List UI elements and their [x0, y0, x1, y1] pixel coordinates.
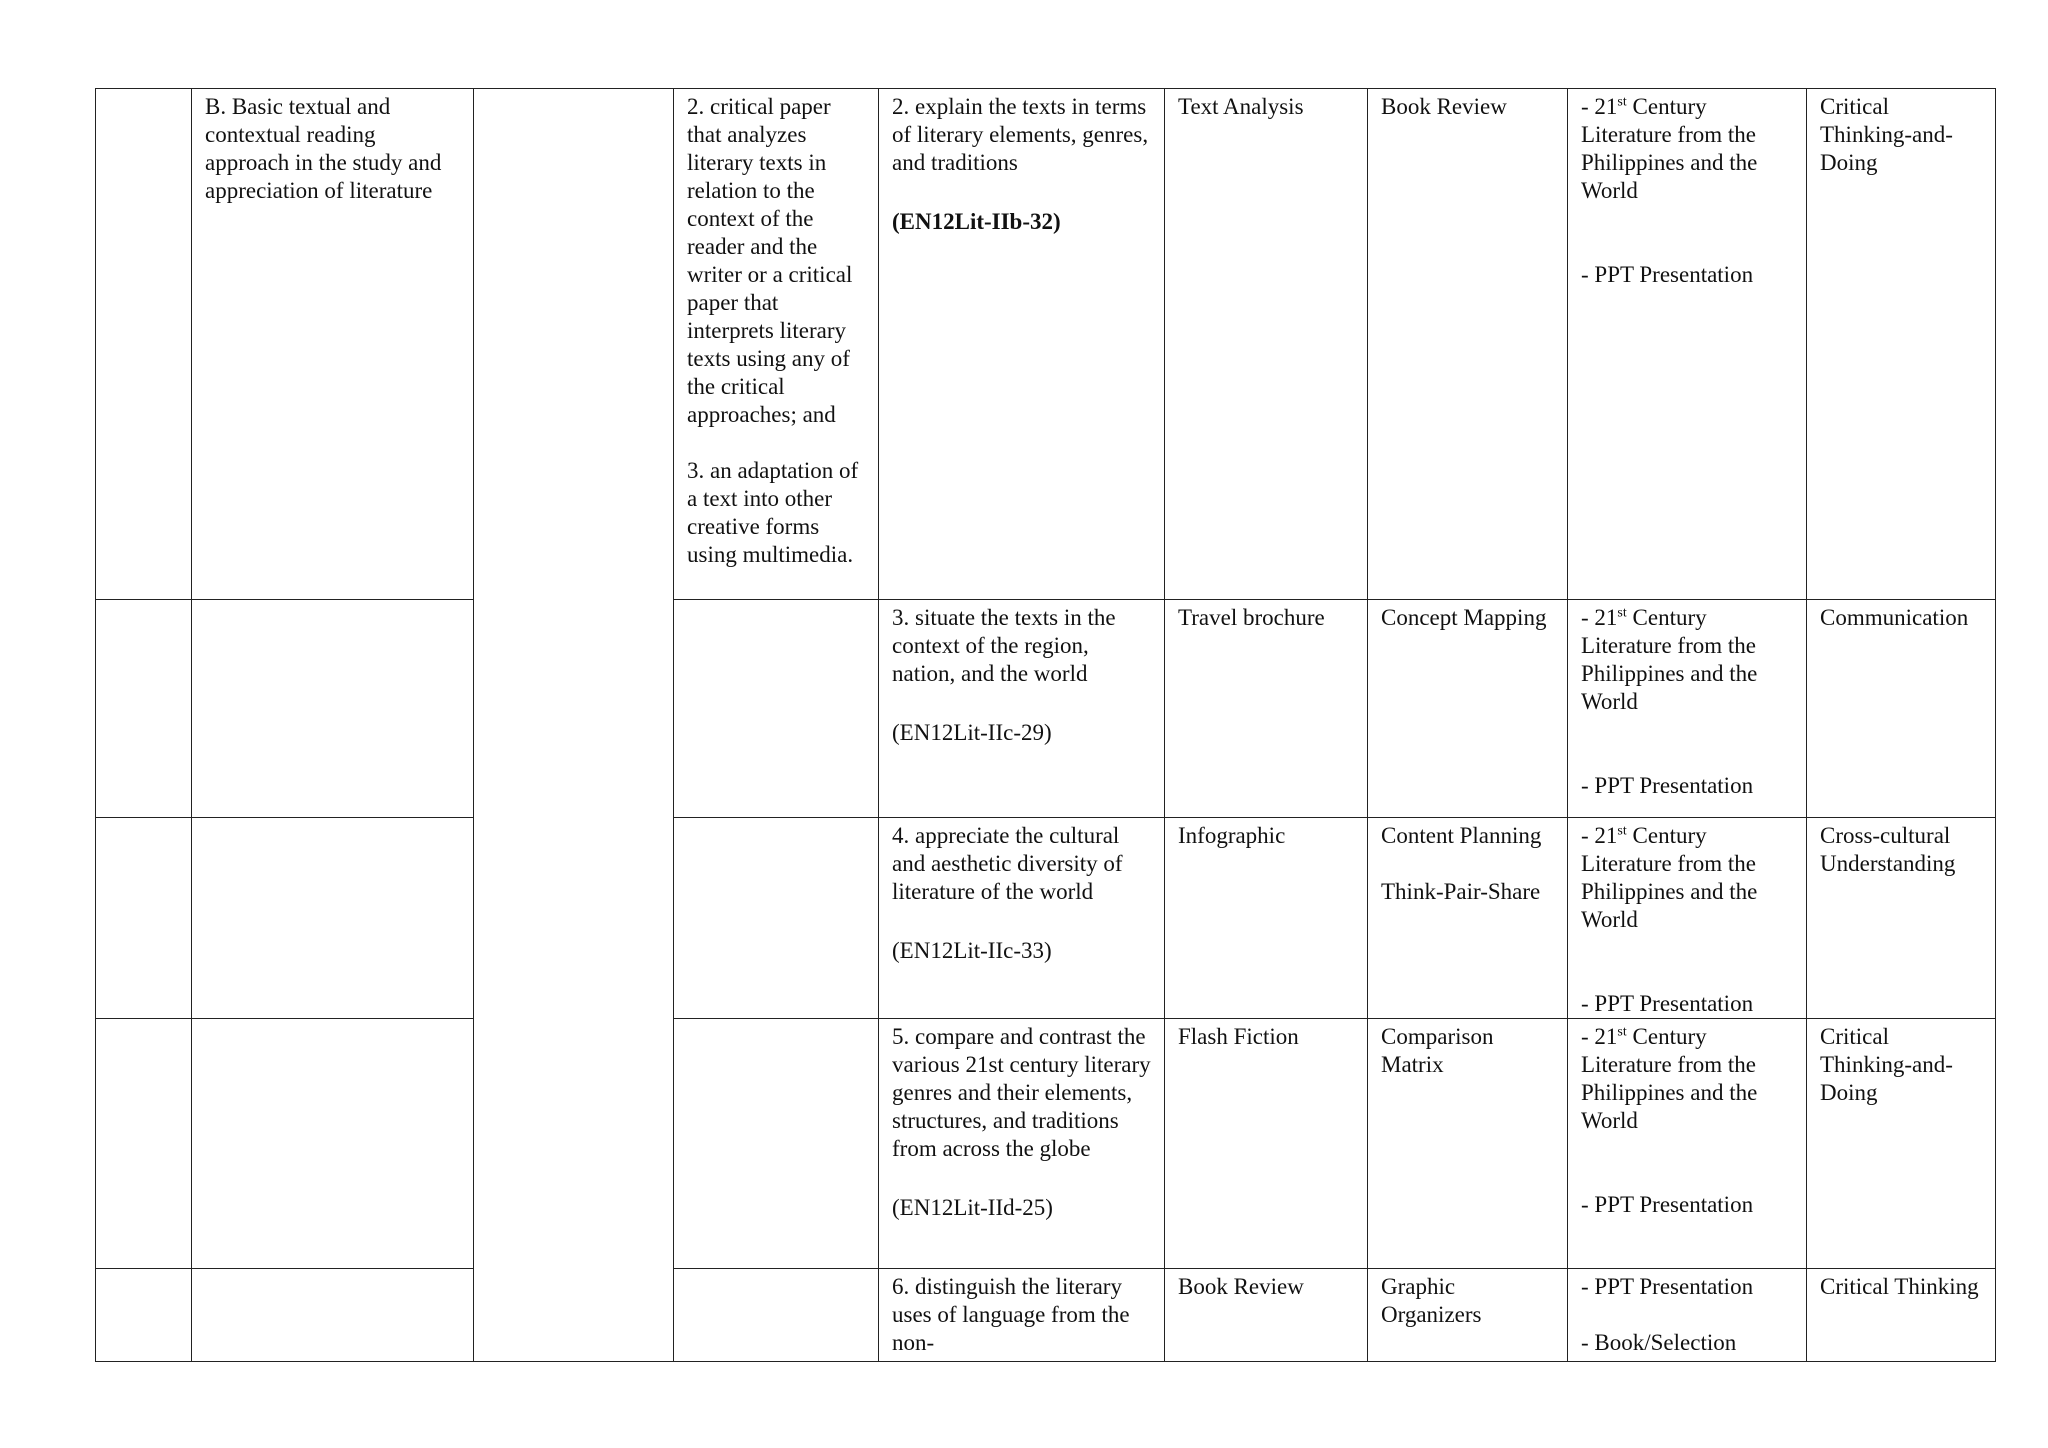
resource-book: - 21st Century Literature from the Philippines and the World [1581, 1024, 1758, 1133]
assessment-cell [1165, 89, 1368, 600]
resources-cell [1568, 818, 1807, 1019]
activity-text: Content Planning [1381, 823, 1542, 848]
performance-standard-cell [674, 1019, 879, 1269]
core-value-text: Communication [1820, 605, 1969, 630]
performance-item-3: 3. an adaptation of a text into other creative forms using multimedia. [687, 458, 859, 567]
resource-ppt: - PPT Presentation [1581, 1192, 1754, 1217]
quarter-cell [96, 818, 192, 1019]
competency-text: 5. compare and contrast the various 21st century literary genres and their elements, structures, and traditions from across the globe [892, 1024, 1151, 1161]
table-row [96, 600, 1996, 818]
competency-cell [879, 1269, 1165, 1362]
competency-code: (EN12Lit-IIb-32) [892, 209, 1061, 234]
performance-standard-cell [674, 89, 879, 600]
content-cell [192, 818, 474, 1019]
competency-cell [879, 89, 1165, 600]
resource-ppt: - PPT Presentation [1581, 991, 1754, 1016]
content-cell [192, 89, 474, 600]
assessment-text: Book Review [1178, 1274, 1304, 1299]
competency-code: (EN12Lit-IIc-33) [892, 938, 1052, 963]
assessment-cell [1165, 1019, 1368, 1269]
core-value-text: Critical Thinking-and-Doing [1820, 94, 1953, 175]
activity-text: Graphic Organizers [1381, 1274, 1482, 1327]
resource-ppt: - PPT Presentation [1581, 1274, 1754, 1299]
quarter-cell [96, 600, 192, 818]
resource-book: - 21st Century Literature from the Philippines and the World [1581, 94, 1758, 203]
content-cell [192, 600, 474, 818]
curriculum-table [95, 88, 1996, 1362]
quarter-cell [96, 89, 192, 600]
content-standard-cell [474, 89, 674, 1362]
content-cell [192, 1019, 474, 1269]
activity-text: Book Review [1381, 94, 1507, 119]
resources-cell [1568, 89, 1807, 600]
table-row [96, 1269, 1996, 1362]
activity-cell [1368, 1269, 1568, 1362]
resources-cell [1568, 1019, 1807, 1269]
performance-standard-cell [674, 818, 879, 1019]
assessment-text: Travel brochure [1178, 605, 1325, 630]
resource-ppt: - PPT Presentation [1581, 773, 1754, 798]
core-value-text: Critical Thinking [1820, 1274, 1979, 1299]
competency-cell [879, 1019, 1165, 1269]
assessment-text: Text Analysis [1178, 94, 1304, 119]
content-text: B. Basic textual and contextual reading approach in the study and appreciation of literature [205, 94, 442, 203]
resources-cell [1568, 600, 1807, 818]
activity-cell [1368, 1019, 1568, 1269]
table-row [96, 89, 1996, 600]
competency-text: 3. situate the texts in the context of the region, nation, and the world [892, 605, 1116, 686]
core-value-cell [1807, 89, 1996, 600]
activity-cell [1368, 89, 1568, 600]
activity-text: Comparison Matrix [1381, 1024, 1494, 1077]
resource-book-selection: - Book/Selection [1581, 1330, 1737, 1355]
core-value-cell [1807, 600, 1996, 818]
performance-item-2: 2. critical paper that analyzes literary texts in relation to the context of the reader and the writer or a critical paper that interprets literary texts using any of the critical approaches; and [687, 94, 853, 427]
competency-cell [879, 600, 1165, 818]
table-row [96, 818, 1996, 1019]
activity-text-2: Think-Pair-Share [1381, 879, 1541, 904]
content-cell [192, 1269, 474, 1362]
activity-cell [1368, 818, 1568, 1019]
competency-code: (EN12Lit-IId-25) [892, 1195, 1053, 1220]
table-row [96, 1019, 1996, 1269]
assessment-cell [1165, 600, 1368, 818]
competency-text: 4. appreciate the cultural and aesthetic diversity of literature of the world [892, 823, 1123, 904]
assessment-text: Infographic [1178, 823, 1286, 848]
core-value-text: Cross-cultural Understanding [1820, 823, 1956, 876]
core-value-cell [1807, 818, 1996, 1019]
activity-cell [1368, 600, 1568, 818]
resource-ppt: - PPT Presentation [1581, 262, 1754, 287]
competency-code: (EN12Lit-IIc-29) [892, 720, 1052, 745]
resource-book: - 21st Century Literature from the Philippines and the World [1581, 823, 1758, 932]
competency-cell [879, 818, 1165, 1019]
resource-book: - 21st Century Literature from the Philippines and the World [1581, 605, 1758, 714]
core-value-text: Critical Thinking-and-Doing [1820, 1024, 1953, 1105]
resources-cell [1568, 1269, 1807, 1362]
competency-text: 2. explain the texts in terms of literary elements, genres, and traditions [892, 94, 1149, 175]
performance-standard-cell [674, 600, 879, 818]
quarter-cell [96, 1019, 192, 1269]
assessment-cell [1165, 818, 1368, 1019]
performance-standard-cell [674, 1269, 879, 1362]
core-value-cell [1807, 1269, 1996, 1362]
quarter-cell [96, 1269, 192, 1362]
core-value-cell [1807, 1019, 1996, 1269]
assessment-cell [1165, 1269, 1368, 1362]
activity-text: Concept Mapping [1381, 605, 1547, 630]
assessment-text: Flash Fiction [1178, 1024, 1299, 1049]
competency-text: 6. distinguish the literary uses of language from the non- [892, 1274, 1130, 1355]
